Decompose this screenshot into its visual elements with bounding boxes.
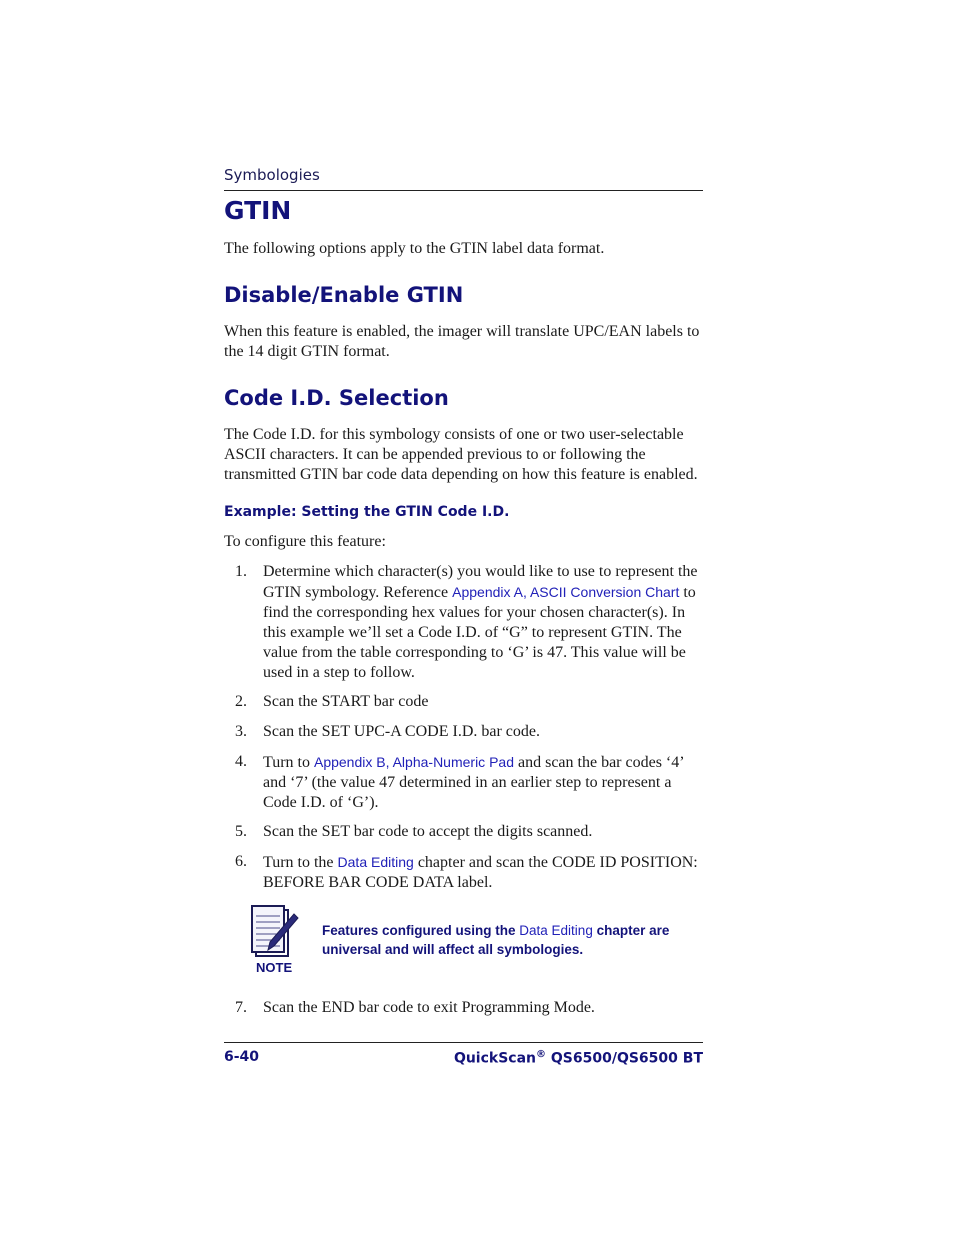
code-id-paragraph: The Code I.D. for this symbology consists of one or two user-selectable ASCII characters. It can be appended previous to or following the transmitted GTIN bar code data depending on how this feature is enabled. bbox=[224, 426, 698, 483]
step-number: 7. bbox=[235, 999, 247, 1016]
note-icon bbox=[248, 904, 300, 976]
product-name bbox=[454, 1049, 703, 1067]
heading-code-id-selection: Code I.D. Selection bbox=[224, 386, 449, 410]
step-number: 5. bbox=[235, 823, 247, 840]
note-text-part: Features configured using the bbox=[322, 923, 520, 938]
link-data-editing[interactable]: Data Editing bbox=[337, 854, 414, 870]
step-number: 4. bbox=[235, 753, 247, 770]
step-number: 1. bbox=[235, 563, 247, 580]
page-title: GTIN bbox=[224, 196, 292, 225]
heading-disable-enable-gtin: Disable/Enable GTIN bbox=[224, 283, 464, 307]
registered-mark: ® bbox=[536, 1049, 547, 1060]
heading-example: Example: Setting the GTIN Code I.D. bbox=[224, 504, 510, 520]
step-text bbox=[263, 752, 703, 813]
product-model: QS6500/QS6500 BT bbox=[546, 1050, 703, 1067]
running-header bbox=[224, 166, 703, 191]
step-number: 2. bbox=[235, 693, 247, 710]
step-text: Scan the END bar code to exit Programming Mode. bbox=[263, 999, 595, 1016]
section-name: Symbologies bbox=[224, 166, 320, 184]
step-text bbox=[263, 852, 703, 893]
note-link-data-editing[interactable]: Data Editing bbox=[519, 923, 593, 938]
note-label: NOTE bbox=[256, 960, 293, 975]
intro-paragraph: The following options apply to the GTIN label data format. bbox=[224, 240, 605, 257]
step-text-part: and scan the bar codes ‘4’ and ‘7’ (the value 47 determined in an earlier step to represent a Code I.D. of ‘G’). bbox=[263, 754, 684, 811]
note-text bbox=[322, 921, 682, 959]
note-text-part: chapter are universal and will affect all symbologies. bbox=[322, 923, 670, 957]
step-text-part: Turn to bbox=[263, 754, 314, 771]
step-text-part: Turn to the bbox=[263, 854, 338, 871]
step-text: Scan the SET bar code to accept the digits scanned. bbox=[263, 823, 593, 840]
page-number: 6-40 bbox=[224, 1049, 260, 1065]
step-text: Scan the SET UPC-A CODE I.D. bar code. bbox=[263, 723, 540, 740]
step-number: 6. bbox=[235, 853, 247, 870]
step-text: Scan the START bar code bbox=[263, 693, 429, 710]
step-number: 3. bbox=[235, 723, 247, 740]
step-text-part: chapter and scan the CODE ID POSITION: BEFORE BAR CODE DATA label. bbox=[263, 854, 698, 891]
link-appendix-a[interactable]: Appendix A, ASCII Conversion Chart bbox=[452, 584, 680, 600]
step-text bbox=[263, 562, 703, 683]
step-text-part: to find the corresponding hex values for your chosen character(s). In this example we’ll set a Code I.D. of “G” to represent GTIN. The value from the table corresponding to ‘G’ is 47. This value will be used in a step to follow. bbox=[263, 584, 696, 681]
link-appendix-b[interactable]: Appendix B, Alpha-Numeric Pad bbox=[313, 754, 514, 770]
product-brand: QuickScan bbox=[453, 1050, 537, 1067]
step-text-part: Determine which character(s) you would like to use to represent the GTIN symbology. Reference bbox=[263, 563, 698, 601]
page-footer bbox=[224, 1042, 703, 1065]
example-lead: To configure this feature: bbox=[224, 533, 386, 550]
disable-enable-paragraph: When this feature is enabled, the imager will translate UPC/EAN labels to the 14 digit GTIN format. bbox=[224, 323, 700, 360]
